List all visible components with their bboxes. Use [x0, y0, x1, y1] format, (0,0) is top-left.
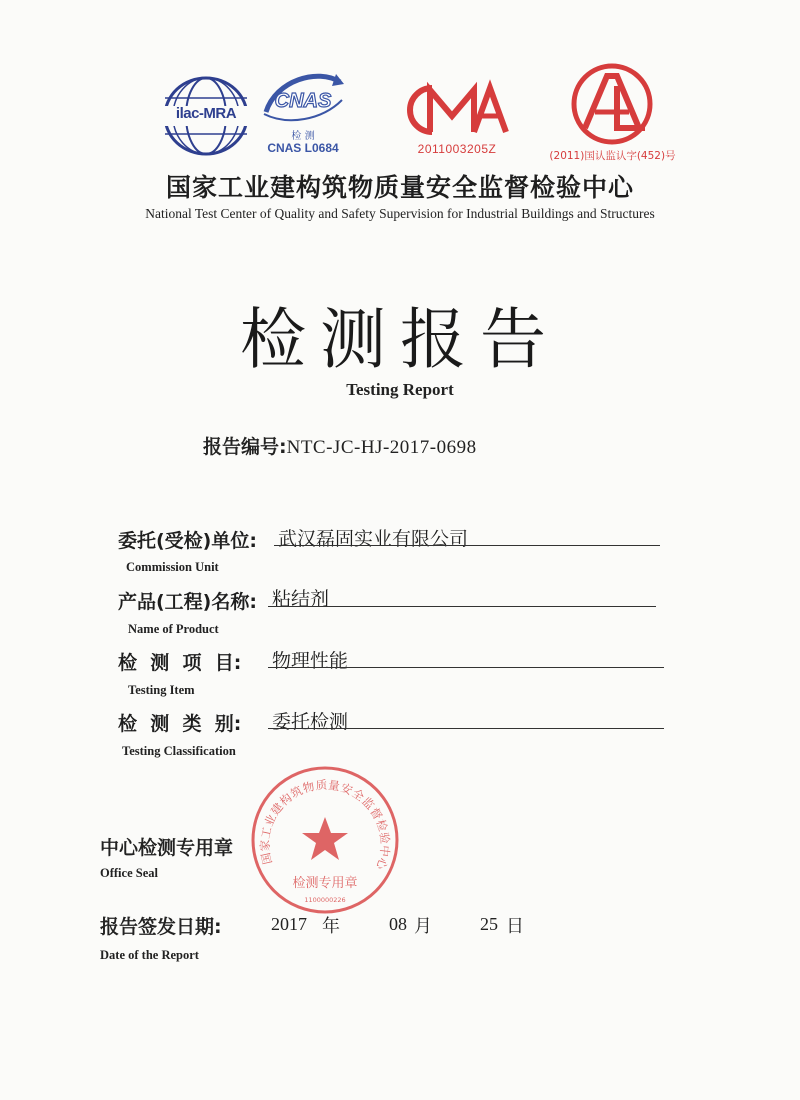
- cal-mark-icon: [545, 62, 680, 146]
- cma-mark-icon: [402, 78, 512, 140]
- issue-date-day: 25: [480, 914, 498, 934]
- org-name-cn: 国家工业建构筑物质量安全监督检验中心: [165, 173, 634, 202]
- issue-date-label: 报告签发日期:: [100, 916, 222, 938]
- commission-unit-value: 武汉磊固实业有限公司: [278, 528, 469, 550]
- stamp-bottom-text: 检测专用章: [292, 876, 358, 891]
- commission-unit-label: 委托(受检)单位:: [118, 530, 257, 552]
- testing-item-value: 物理性能: [272, 650, 349, 672]
- cnas-logo: [258, 70, 348, 162]
- issue-date-day-unit: 日: [506, 916, 524, 937]
- cnas-text: CNAS: [274, 90, 332, 112]
- stamp-ring-text: 国家工业建构筑物质量安全监督检验中心: [257, 777, 393, 872]
- cma-code: 2011003205Z: [417, 142, 497, 156]
- issue-date-month: 08: [389, 914, 407, 934]
- cnas-subtitle: 检 测: [291, 131, 315, 142]
- testing-classification-label: 检 测 类 别:: [118, 713, 242, 735]
- testing-item-label-en: Testing Item: [128, 683, 195, 697]
- testing-classification-label-en: Testing Classification: [122, 744, 236, 758]
- commission-unit-underline: [274, 545, 660, 546]
- product-name-label: 产品(工程)名称:: [118, 591, 257, 613]
- report-title-cn: 检测报告: [240, 301, 560, 378]
- cal-code: (2011)国认监认字(452)号: [549, 150, 676, 162]
- stamp-code: 1100000226: [304, 896, 346, 904]
- cnas-code: CNAS L0684: [267, 141, 339, 155]
- testing-item-underline: [268, 667, 664, 668]
- stamp-seal-icon: [250, 765, 400, 915]
- official-stamp: [250, 765, 400, 915]
- cma-logo: [402, 78, 512, 160]
- field-product-name: [118, 587, 678, 643]
- report-number: [203, 432, 477, 459]
- issue-date-label-en: Date of the Report: [100, 948, 199, 962]
- product-name-value: 粘结剂: [272, 588, 330, 610]
- report-number-value: NTC-JC-HJ-2017-0698: [286, 437, 477, 458]
- ilac-text: ilac-MRA: [175, 105, 237, 122]
- office-seal-label: 中心检测专用章: [100, 837, 234, 859]
- issue-date-year-unit: 年: [322, 916, 340, 937]
- field-commission-unit: [118, 526, 678, 582]
- report-title-en: Testing Report: [346, 380, 454, 399]
- testing-classification-underline: [268, 728, 664, 729]
- issue-date-year: 2017: [271, 914, 307, 934]
- field-testing-classification: [118, 709, 678, 765]
- product-name-underline: [268, 606, 656, 607]
- cal-logo: [545, 62, 680, 164]
- ilac-mra-logo: [163, 76, 249, 156]
- report-number-label: 报告编号:: [203, 436, 287, 458]
- field-testing-item: [118, 648, 678, 704]
- commission-unit-label-en: Commission Unit: [126, 560, 219, 574]
- issue-date-month-unit: 月: [414, 916, 432, 937]
- product-name-label-en: Name of Product: [128, 622, 219, 636]
- org-name-en: National Test Center of Quality and Safety Supervision for Industrial Buildings and Structures: [145, 206, 655, 221]
- testing-classification-value: 委托检测: [272, 711, 349, 733]
- office-seal-label-en: Office Seal: [100, 866, 158, 880]
- testing-item-label: 检 测 项 目:: [118, 652, 242, 674]
